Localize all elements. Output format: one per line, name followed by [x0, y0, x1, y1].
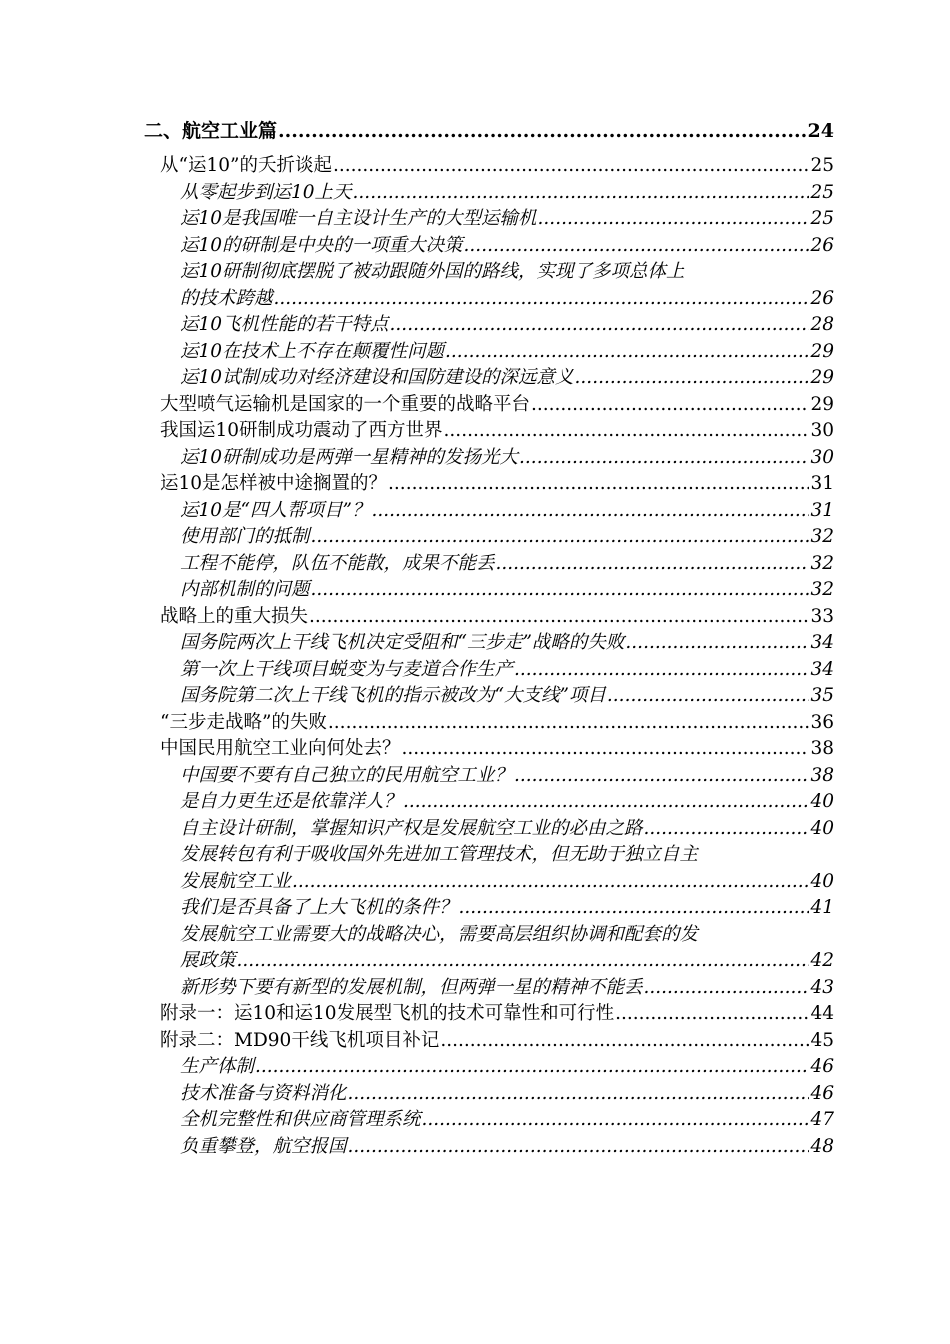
toc-entry-title: 工程不能停，队伍不能散，成果不能丢 — [180, 552, 495, 574]
toc-leader-dots — [514, 763, 809, 790]
toc-entry[interactable] — [180, 630, 834, 657]
toc-leader-dots — [464, 233, 810, 260]
toc-entry[interactable] — [160, 604, 834, 631]
toc-page-number: 40 — [810, 817, 834, 839]
toc-leader-dots — [403, 789, 809, 816]
toc-entry[interactable] — [180, 1134, 834, 1161]
toc-entry[interactable] — [180, 365, 834, 392]
toc-entry-title: “三步走战略”的失败 — [160, 711, 327, 733]
toc-page-number: 45 — [810, 1029, 834, 1051]
toc-entry[interactable] — [180, 312, 834, 339]
toc-page-number: 28 — [810, 314, 834, 335]
toc-entry[interactable] — [160, 471, 834, 498]
toc-leader-dots — [445, 339, 809, 366]
toc-leader-dots — [311, 524, 810, 551]
toc-leader-dots — [644, 816, 810, 843]
toc-entry[interactable] — [180, 339, 834, 366]
toc-entry-title: 运10试制成功对经济建设和国防建设的深远意义 — [180, 367, 574, 388]
toc-page-number: 43 — [810, 976, 834, 998]
toc-entry[interactable] — [160, 153, 834, 180]
toc-page-number: 47 — [810, 1109, 834, 1130]
toc-entry-title: 战略上的重大损失 — [160, 605, 309, 627]
toc-leader-dots — [538, 206, 810, 233]
toc-page-number: 38 — [810, 764, 834, 786]
toc-page-number: 26 — [810, 287, 834, 309]
toc-leader-dots — [348, 1134, 810, 1161]
toc-entry-title: 全机完整性和供应商管理系统 — [180, 1109, 421, 1130]
toc-page-number: 32 — [810, 526, 834, 547]
toc-entry-title: 运10研制成功是两弹一星精神的发扬光大 — [180, 446, 519, 468]
toc-page-number: 25 — [810, 155, 834, 176]
toc-page-number: 34 — [810, 658, 834, 680]
toc-entry-title: 新形势下要有新型的发展机制，但两弹一星的精神不能丢 — [180, 976, 643, 998]
toc-entry[interactable] — [180, 551, 834, 578]
toc-entry-title: 大型喷气运输机是国家的一个重要的战略平台 — [160, 393, 531, 415]
toc-entry[interactable] — [180, 1054, 834, 1081]
toc-entry-title: 技术准备与资料消化 — [180, 1082, 347, 1104]
toc-entry[interactable] — [144, 116, 834, 146]
toc-entry-first-line[interactable]: 发展转包有利于吸收国外先进加工管理技术，但无助于独立自主 — [180, 844, 699, 865]
toc-entry-title: 运10是“四人帮项目”？ — [180, 499, 371, 521]
toc-page-number: 41 — [810, 897, 834, 918]
toc-entry[interactable] — [180, 763, 834, 790]
toc-leader-dots — [402, 736, 810, 763]
toc-page-number: 32 — [810, 579, 834, 600]
toc-page-number: 31 — [810, 473, 834, 494]
toc-leader-dots — [328, 710, 810, 737]
toc-leader-dots — [422, 1107, 810, 1134]
toc-entry[interactable] — [180, 1107, 834, 1134]
toc-leader-dots — [274, 286, 810, 313]
toc-page-number: 29 — [810, 340, 834, 362]
toc-entry[interactable] — [180, 948, 834, 975]
toc-entry-title: 生产体制 — [180, 1056, 255, 1077]
toc-entry-title: 运10是怎样被中途搁置的？ — [160, 473, 388, 494]
toc-entry-title: 内部机制的问题 — [180, 579, 310, 600]
toc-entry-title: 国务院第二次上干线飞机的指示被改为“大支线”项目 — [180, 685, 606, 706]
toc-entry[interactable] — [180, 683, 834, 710]
toc-leader-dots — [292, 869, 809, 896]
toc-entry[interactable] — [180, 895, 834, 922]
toc-entry[interactable] — [180, 206, 834, 233]
toc-page-number: 32 — [810, 552, 834, 574]
toc-entry[interactable] — [180, 445, 834, 472]
toc-leader-dots — [531, 392, 809, 419]
toc-entry[interactable] — [160, 1028, 834, 1055]
toc-page-number: 29 — [810, 393, 834, 415]
toc-entry[interactable] — [180, 816, 834, 843]
toc-leader-dots — [440, 1028, 809, 1055]
toc-entry[interactable] — [180, 577, 834, 604]
toc-leader-dots — [607, 683, 810, 710]
toc-entry[interactable] — [160, 736, 834, 763]
toc-entry[interactable] — [180, 498, 834, 525]
toc-entry[interactable] — [180, 657, 834, 684]
toc-entry-title: 中国要不要有自己独立的民用航空工业？ — [180, 764, 514, 786]
toc-leader-dots — [237, 948, 810, 975]
toc-entry-title: 自主设计研制，掌握知识产权是发展航空工业的必由之路 — [180, 817, 643, 839]
toc-page-number: 33 — [810, 605, 834, 627]
toc-page-number: 42 — [810, 950, 834, 971]
toc-entry-first-line[interactable]: 发展航空工业需要大的战略决心，需要高层组织协调和配套的发 — [180, 923, 699, 945]
toc-page-number: 46 — [810, 1082, 834, 1104]
toc-entry-title: 的技术跨越 — [180, 287, 273, 309]
toc-page-number: 29 — [810, 367, 834, 388]
toc-entry[interactable] — [160, 1001, 834, 1028]
toc-leader-dots — [644, 975, 810, 1002]
toc-leader-dots — [309, 604, 809, 631]
toc-entry[interactable] — [180, 975, 834, 1002]
toc-entry[interactable] — [160, 392, 834, 419]
toc-entry[interactable] — [180, 233, 834, 260]
toc-page-number: 40 — [810, 870, 834, 892]
toc-entry-title: 发展航空工业 — [180, 870, 292, 892]
toc-entry-first-line[interactable]: 运10研制彻底摆脱了被动跟随外国的路线，实现了多项总体上 — [180, 261, 685, 282]
toc-entry[interactable] — [180, 180, 834, 207]
toc-leader-dots — [390, 312, 810, 339]
toc-entry[interactable] — [180, 524, 834, 551]
toc-page-number: 36 — [810, 711, 834, 733]
toc-page-number: 48 — [810, 1135, 834, 1157]
toc-page-number: 44 — [810, 1003, 834, 1024]
toc-entry-title: 第一次上干线项目蜕变为与麦道合作生产 — [180, 658, 514, 680]
toc-entry[interactable] — [180, 869, 834, 896]
toc-entry[interactable] — [180, 286, 834, 313]
toc-page-number: 38 — [810, 738, 834, 759]
toc-entry-title: 运10是我国唯一自主设计生产的大型运输机 — [180, 208, 537, 229]
toc-page-number: 30 — [810, 446, 834, 468]
toc-entry-title: 运10在技术上不存在颠覆性问题 — [180, 340, 445, 362]
toc-entry[interactable] — [180, 789, 834, 816]
toc-leader-dots — [353, 180, 810, 207]
toc-leader-dots — [348, 1081, 810, 1108]
toc-leader-dots — [371, 498, 809, 525]
toc-entry-title: 附录二：MD90干线飞机项目补记 — [160, 1029, 440, 1051]
toc-entry-title: 我们是否具备了上大飞机的条件？ — [180, 897, 458, 918]
toc-entry-title: 国务院两次上干线飞机决定受阻和“三步走”战略的失败 — [180, 632, 625, 653]
toc-leader-dots — [519, 445, 809, 472]
toc-leader-dots — [615, 1001, 809, 1028]
toc-entry[interactable] — [160, 710, 834, 737]
toc-entry-title: 中国民用航空工业向何处去？ — [160, 738, 401, 759]
toc-entry-title: 从“运10”的夭折谈起 — [160, 155, 332, 176]
toc-entry-title: 二、航空工业篇 — [144, 120, 278, 142]
toc-leader-dots — [278, 116, 807, 146]
toc-page-number: 34 — [810, 632, 834, 653]
toc-entry[interactable] — [180, 1081, 834, 1108]
toc-entry-title: 运10的研制是中央的一项重大决策 — [180, 234, 463, 256]
toc-entry-title: 负重攀登，航空报国 — [180, 1135, 347, 1157]
toc-entry-title: 运10飞机性能的若干特点 — [180, 314, 389, 335]
toc-page-number: 26 — [810, 234, 834, 256]
table-of-contents — [0, 116, 950, 1160]
toc-leader-dots — [333, 153, 809, 180]
toc-page-number: 25 — [810, 181, 834, 203]
toc-leader-dots — [255, 1054, 809, 1081]
toc-entry-title: 我国运10研制成功震动了西方世界 — [160, 420, 443, 441]
toc-leader-dots — [459, 895, 810, 922]
toc-entry-title: 从零起步到运10上天 — [180, 181, 352, 203]
toc-leader-dots — [496, 551, 810, 578]
toc-leader-dots — [575, 365, 810, 392]
toc-page-number: 31 — [810, 499, 834, 521]
toc-page-number: 24 — [807, 120, 834, 142]
toc-entry-title: 附录一：运10和运10发展型飞机的技术可靠性和可行性 — [160, 1003, 615, 1024]
toc-entry[interactable] — [160, 418, 834, 445]
toc-page-number: 25 — [810, 208, 834, 229]
toc-leader-dots — [311, 577, 810, 604]
toc-leader-dots — [625, 630, 809, 657]
toc-page-number: 30 — [810, 420, 834, 441]
toc-leader-dots — [444, 418, 810, 445]
toc-entry-title: 是自力更生还是依靠洋人？ — [180, 791, 403, 812]
toc-leader-dots — [388, 471, 809, 498]
toc-entry-title: 使用部门的抵制 — [180, 526, 310, 547]
toc-leader-dots — [514, 657, 809, 684]
toc-entry-title: 展政策 — [180, 950, 236, 971]
toc-page-number: 35 — [810, 685, 834, 706]
toc-page-number: 40 — [810, 791, 834, 812]
toc-page-number: 46 — [810, 1056, 834, 1077]
